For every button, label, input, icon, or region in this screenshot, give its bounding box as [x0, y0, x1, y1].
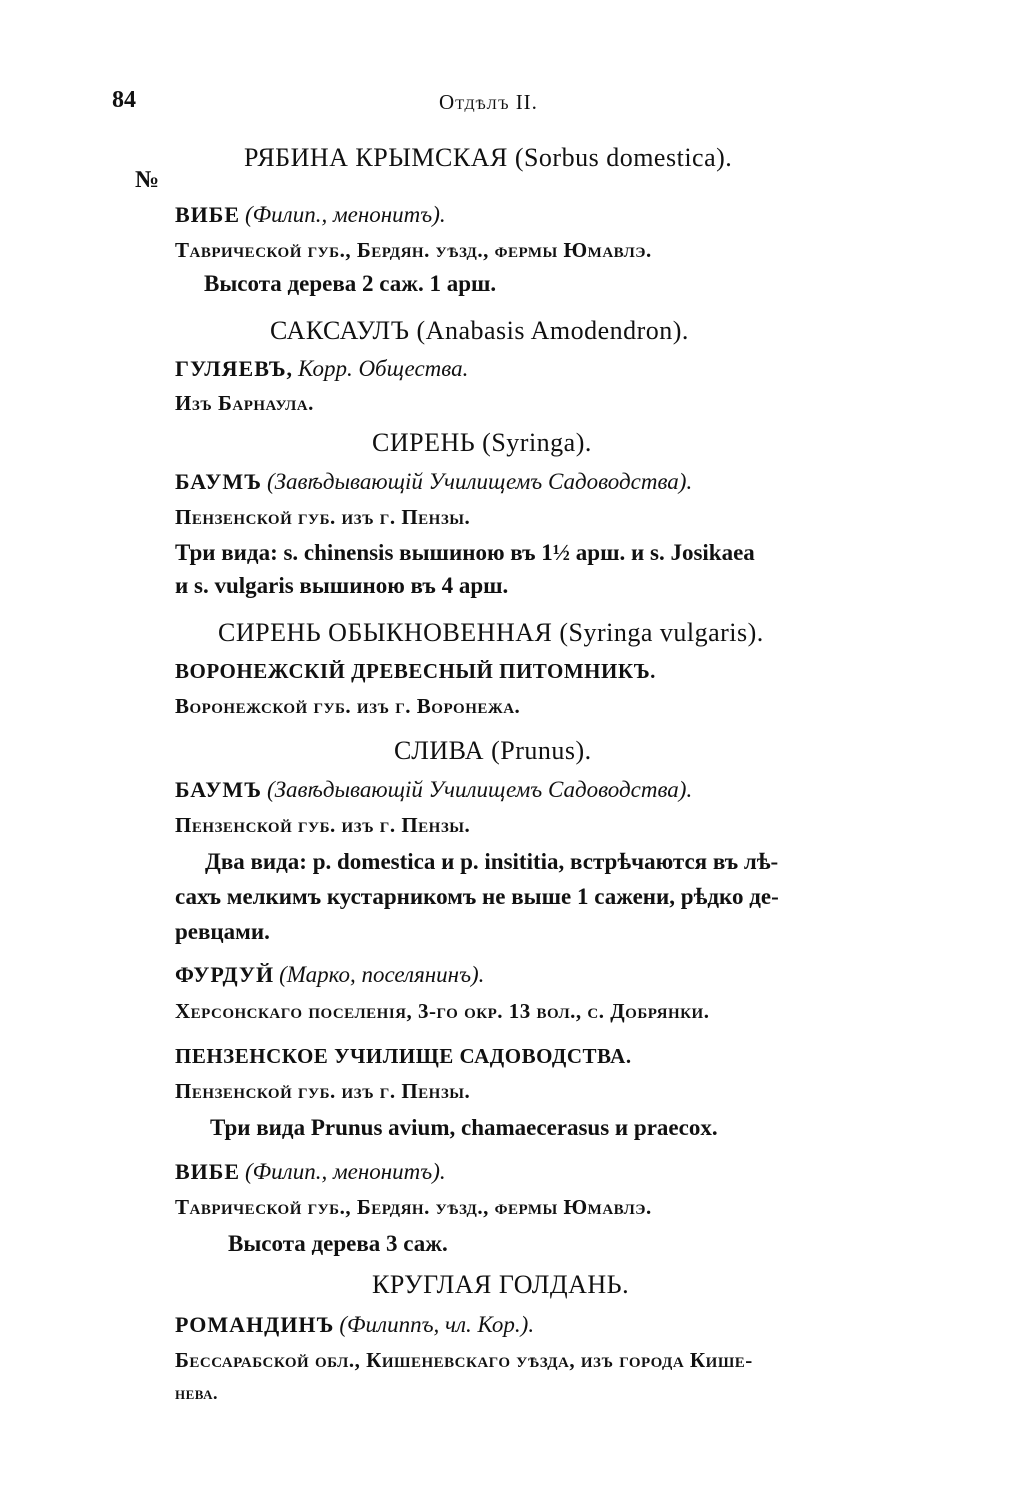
section-heading: РЯБИНА КРЫМСКАЯ (Sorbus domestica). — [244, 143, 733, 172]
exhibitor-name: ВИБЕ — [175, 202, 241, 227]
entry-location: Таврической губ., Бердян. уѣзд., фермы Юмавлэ. — [175, 238, 652, 262]
entry-name-line — [175, 778, 692, 801]
exhibitor-name: ГУЛЯЕВЪ, — [175, 356, 294, 381]
exhibitor-role: (Завѣдывающій Училищемъ Садоводства). — [266, 469, 693, 494]
entry-name-line — [175, 1313, 534, 1336]
exhibitor-role: Корр. Общества. — [298, 356, 469, 381]
entry-note: Три вида Prunus avium, chamaecerasus и praecox. — [210, 1115, 718, 1140]
entry-location: Таврической губ., Бердян. уѣзд., фермы Юмавлэ. — [175, 1195, 652, 1219]
page-number: 84 — [112, 87, 136, 113]
entry-location-line: Бессарабской обл., Кишеневскаго уѣзда, изъ города Кише- — [175, 1348, 753, 1372]
section-heading: КРУГЛАЯ ГОЛДАНЬ. — [372, 1270, 630, 1299]
exhibitor-role: (Филиппъ, чл. Кор.). — [339, 1312, 535, 1337]
section-heading: СЛИВА (Prunus). — [394, 736, 592, 765]
exhibitor-role: (Марко, поселянинъ). — [279, 962, 485, 987]
entry-name-line — [175, 203, 446, 226]
exhibitor-role: (Завѣдывающій Училищемъ Садоводства). — [266, 777, 693, 802]
exhibitor-name: ВОРОНЕЖСКІЙ ДРЕВЕСНЫЙ ПИТОМНИКЪ. — [175, 659, 656, 683]
entry-name-line — [175, 1160, 446, 1183]
entry-location: Изъ Барнаула. — [175, 391, 314, 415]
entry-location: Пензенской губ. изъ г. Пензы. — [175, 1079, 471, 1103]
entry-name-line — [175, 357, 468, 380]
entry-location: Пензенской губ. изъ г. Пензы. — [175, 813, 471, 837]
entry-name-line — [175, 470, 692, 493]
section-heading: СИРЕНЬ ОБЫКНОВЕННАЯ (Syringa vulgaris). — [218, 618, 764, 647]
entry-note-line: сахъ мелкимъ кустарникомъ не выше 1 сажени, рѣдко де- — [175, 884, 779, 909]
entry-note: Высота дерева 3 саж. — [228, 1231, 448, 1256]
section-heading: СИРЕНЬ (Syringa). — [372, 428, 592, 457]
number-sign: № — [135, 167, 160, 193]
exhibitor-name: ПЕНЗЕНСКОЕ УЧИЛИЩЕ САДОВОДСТВА. — [175, 1044, 632, 1068]
entry-location: Херсонскаго поселенія, 3-го окр. 13 вол., с. Добрянки. — [175, 999, 710, 1023]
entry-location-line: нева. — [175, 1383, 219, 1403]
entry-note-line: ревцами. — [175, 919, 270, 944]
exhibitor-role: (Филип., менонитъ). — [245, 1159, 446, 1184]
running-head: Отдѣлъ II. — [439, 90, 538, 114]
entry-note-line: Два вида: p. domestica и p. insititia, встрѣчаются въ лѣ- — [205, 849, 779, 874]
entry-name-line — [175, 963, 484, 986]
entry-note-line: Три вида: s. chinensis вышиною въ 1½ арш. и s. Josikaea — [175, 540, 755, 565]
exhibitor-role: (Филип., менонитъ). — [245, 202, 446, 227]
exhibitor-name: БАУМЪ — [175, 469, 262, 494]
exhibitor-name: БАУМЪ — [175, 777, 262, 802]
entry-note: Высота дерева 2 саж. 1 арш. — [204, 271, 497, 296]
entry-location: Пензенской губ. изъ г. Пензы. — [175, 505, 471, 529]
entry-note-line: и s. vulgaris вышиною въ 4 арш. — [175, 573, 509, 598]
exhibitor-name: ВИБЕ — [175, 1159, 241, 1184]
section-heading: САКСАУЛЪ (Anabasis Amodendron). — [270, 316, 689, 345]
exhibitor-name: ФУРДУЙ — [175, 962, 275, 987]
entry-location: Воронежской губ. изъ г. Воронежа. — [175, 694, 521, 718]
exhibitor-name: РОМАНДИНЪ — [175, 1312, 335, 1337]
